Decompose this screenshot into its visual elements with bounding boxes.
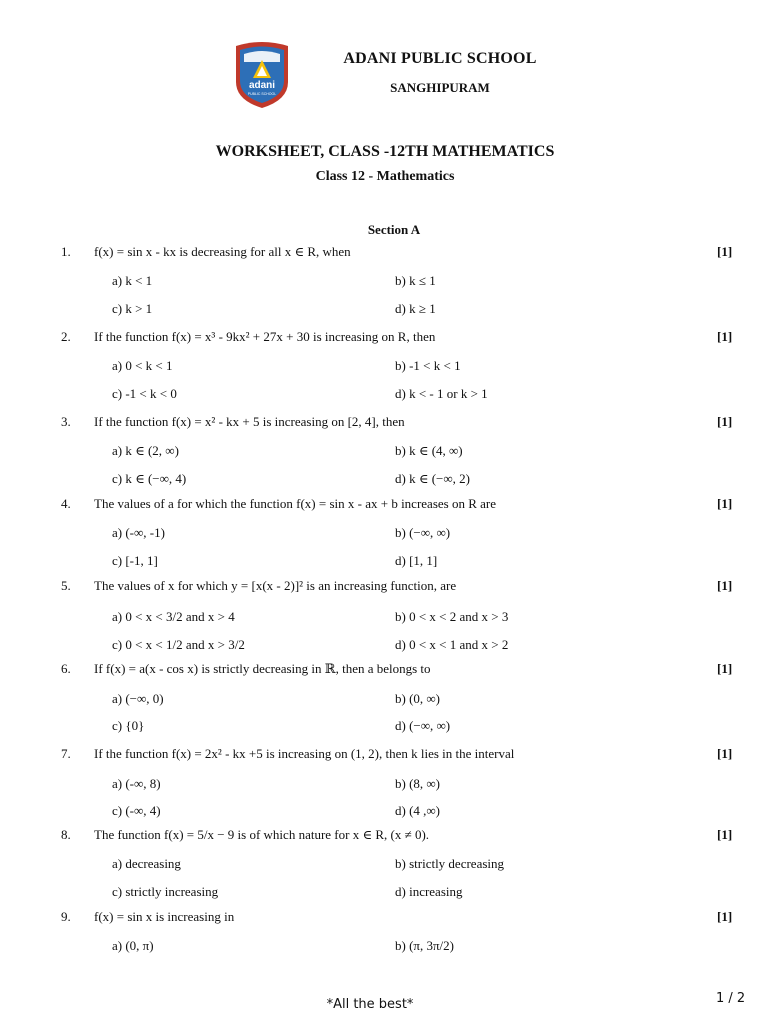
answer-option: b) k ≤ 1 xyxy=(395,273,436,288)
question-number: 2. xyxy=(61,329,71,344)
answer-option: a) (−∞, 0) xyxy=(112,691,164,706)
question-marks: [1] xyxy=(717,414,733,429)
question-text: The function f(x) = 5/x − 9 is of which nature for x ∈ R, (x ≠ 0). xyxy=(94,827,430,842)
answer-option: c) strictly increasing xyxy=(112,884,219,899)
answer-option: b) strictly decreasing xyxy=(395,856,505,871)
question-number: 7. xyxy=(61,746,71,761)
question-number: 8. xyxy=(61,827,71,842)
answer-option: a) (0, π) xyxy=(112,938,154,953)
question-marks: [1] xyxy=(717,827,733,842)
question-text: If f(x) = a(x - cos x) is strictly decreasing in ℝ, then a belongs to xyxy=(94,661,431,676)
question-marks: [1] xyxy=(717,578,733,593)
question-number: 1. xyxy=(61,244,71,259)
question-marks: [1] xyxy=(717,909,733,924)
question-marks: [1] xyxy=(717,244,733,259)
answer-option: b) (8, ∞) xyxy=(395,776,441,791)
answer-option: d) k ∈ (−∞, 2) xyxy=(395,471,470,486)
school-name: ADANI PUBLIC SCHOOL xyxy=(343,50,537,67)
answer-option: c) 0 < x < 1/2 and x > 3/2 xyxy=(112,637,245,652)
answer-option: c) -1 < k < 0 xyxy=(112,386,177,401)
question-number: 3. xyxy=(61,414,71,429)
question-marks: [1] xyxy=(717,746,733,761)
footer-message: *All the best* xyxy=(326,997,414,1012)
answer-option: d) k < - 1 or k > 1 xyxy=(395,386,488,401)
question-number: 4. xyxy=(61,496,71,511)
question-text: If the function f(x) = 2x² - kx +5 is increasing on (1, 2), then k lies in the interval xyxy=(94,746,515,761)
question-text: f(x) = sin x is increasing in xyxy=(94,909,235,924)
answer-option: b) k ∈ (4, ∞) xyxy=(395,443,463,458)
worksheet-title: WORKSHEET, CLASS -12TH MATHEMATICS xyxy=(215,143,555,160)
answer-option: a) k < 1 xyxy=(112,273,153,288)
answer-option: c) {0} xyxy=(112,718,145,733)
answer-option: c) (-∞, 4) xyxy=(112,803,161,818)
question-marks: [1] xyxy=(717,661,733,676)
answer-option: c) k ∈ (−∞, 4) xyxy=(112,471,187,486)
question-number: 6. xyxy=(61,661,71,676)
question-text: The values of a for which the function f(x) = sin x - ax + b increases on R are xyxy=(94,496,497,511)
answer-option: d) [1, 1] xyxy=(395,553,438,568)
answer-option: a) (-∞, 8) xyxy=(112,776,161,791)
answer-option: d) (−∞, ∞) xyxy=(395,718,451,733)
answer-option: d) 0 < x < 1 and x > 2 xyxy=(395,637,509,652)
answer-option: a) (-∞, -1) xyxy=(112,525,165,540)
answer-option: a) k ∈ (2, ∞) xyxy=(112,443,179,458)
page-number: 1 / 2 xyxy=(716,991,746,1006)
answer-option: b) 0 < x < 2 and x > 3 xyxy=(395,609,509,624)
question-marks: [1] xyxy=(717,496,733,511)
answer-option: b) (−∞, ∞) xyxy=(395,525,451,540)
school-location: SANGHIPURAM xyxy=(390,80,490,95)
question-text: f(x) = sin x - kx is decreasing for all x ∈ R, when xyxy=(94,244,351,259)
answer-option: a) decreasing xyxy=(112,856,181,871)
worksheet-subtitle: Class 12 - Mathematics xyxy=(315,169,455,184)
answer-option: c) k > 1 xyxy=(112,301,153,316)
section-heading: Section A xyxy=(367,222,421,237)
question-number: 5. xyxy=(61,578,71,593)
answer-option: b) -1 < k < 1 xyxy=(395,358,461,373)
question-text: If the function f(x) = x³ - 9kx² + 27x + 30 is increasing on R, then xyxy=(94,329,436,344)
answer-option: b) (π, 3π/2) xyxy=(395,938,454,953)
answer-option: a) 0 < k < 1 xyxy=(112,358,173,373)
answer-option: d) k ≥ 1 xyxy=(395,301,436,316)
answer-option: a) 0 < x < 3/2 and x > 4 xyxy=(112,609,235,624)
logo-text: adani xyxy=(248,80,276,91)
question-text: If the function f(x) = x² - kx + 5 is increasing on [2, 4], then xyxy=(94,414,405,429)
question-text: The values of x for which y = [x(x - 2)]² is an increasing function, are xyxy=(94,578,457,593)
question-marks: [1] xyxy=(717,329,733,344)
answer-option: b) (0, ∞) xyxy=(395,691,441,706)
answer-option: c) [-1, 1] xyxy=(112,553,158,568)
question-number: 9. xyxy=(61,909,71,924)
answer-option: d) increasing xyxy=(395,884,463,899)
answer-option: d) (4 ,∞) xyxy=(395,803,441,818)
logo-subtext: PUBLIC SCHOOL xyxy=(247,92,277,96)
